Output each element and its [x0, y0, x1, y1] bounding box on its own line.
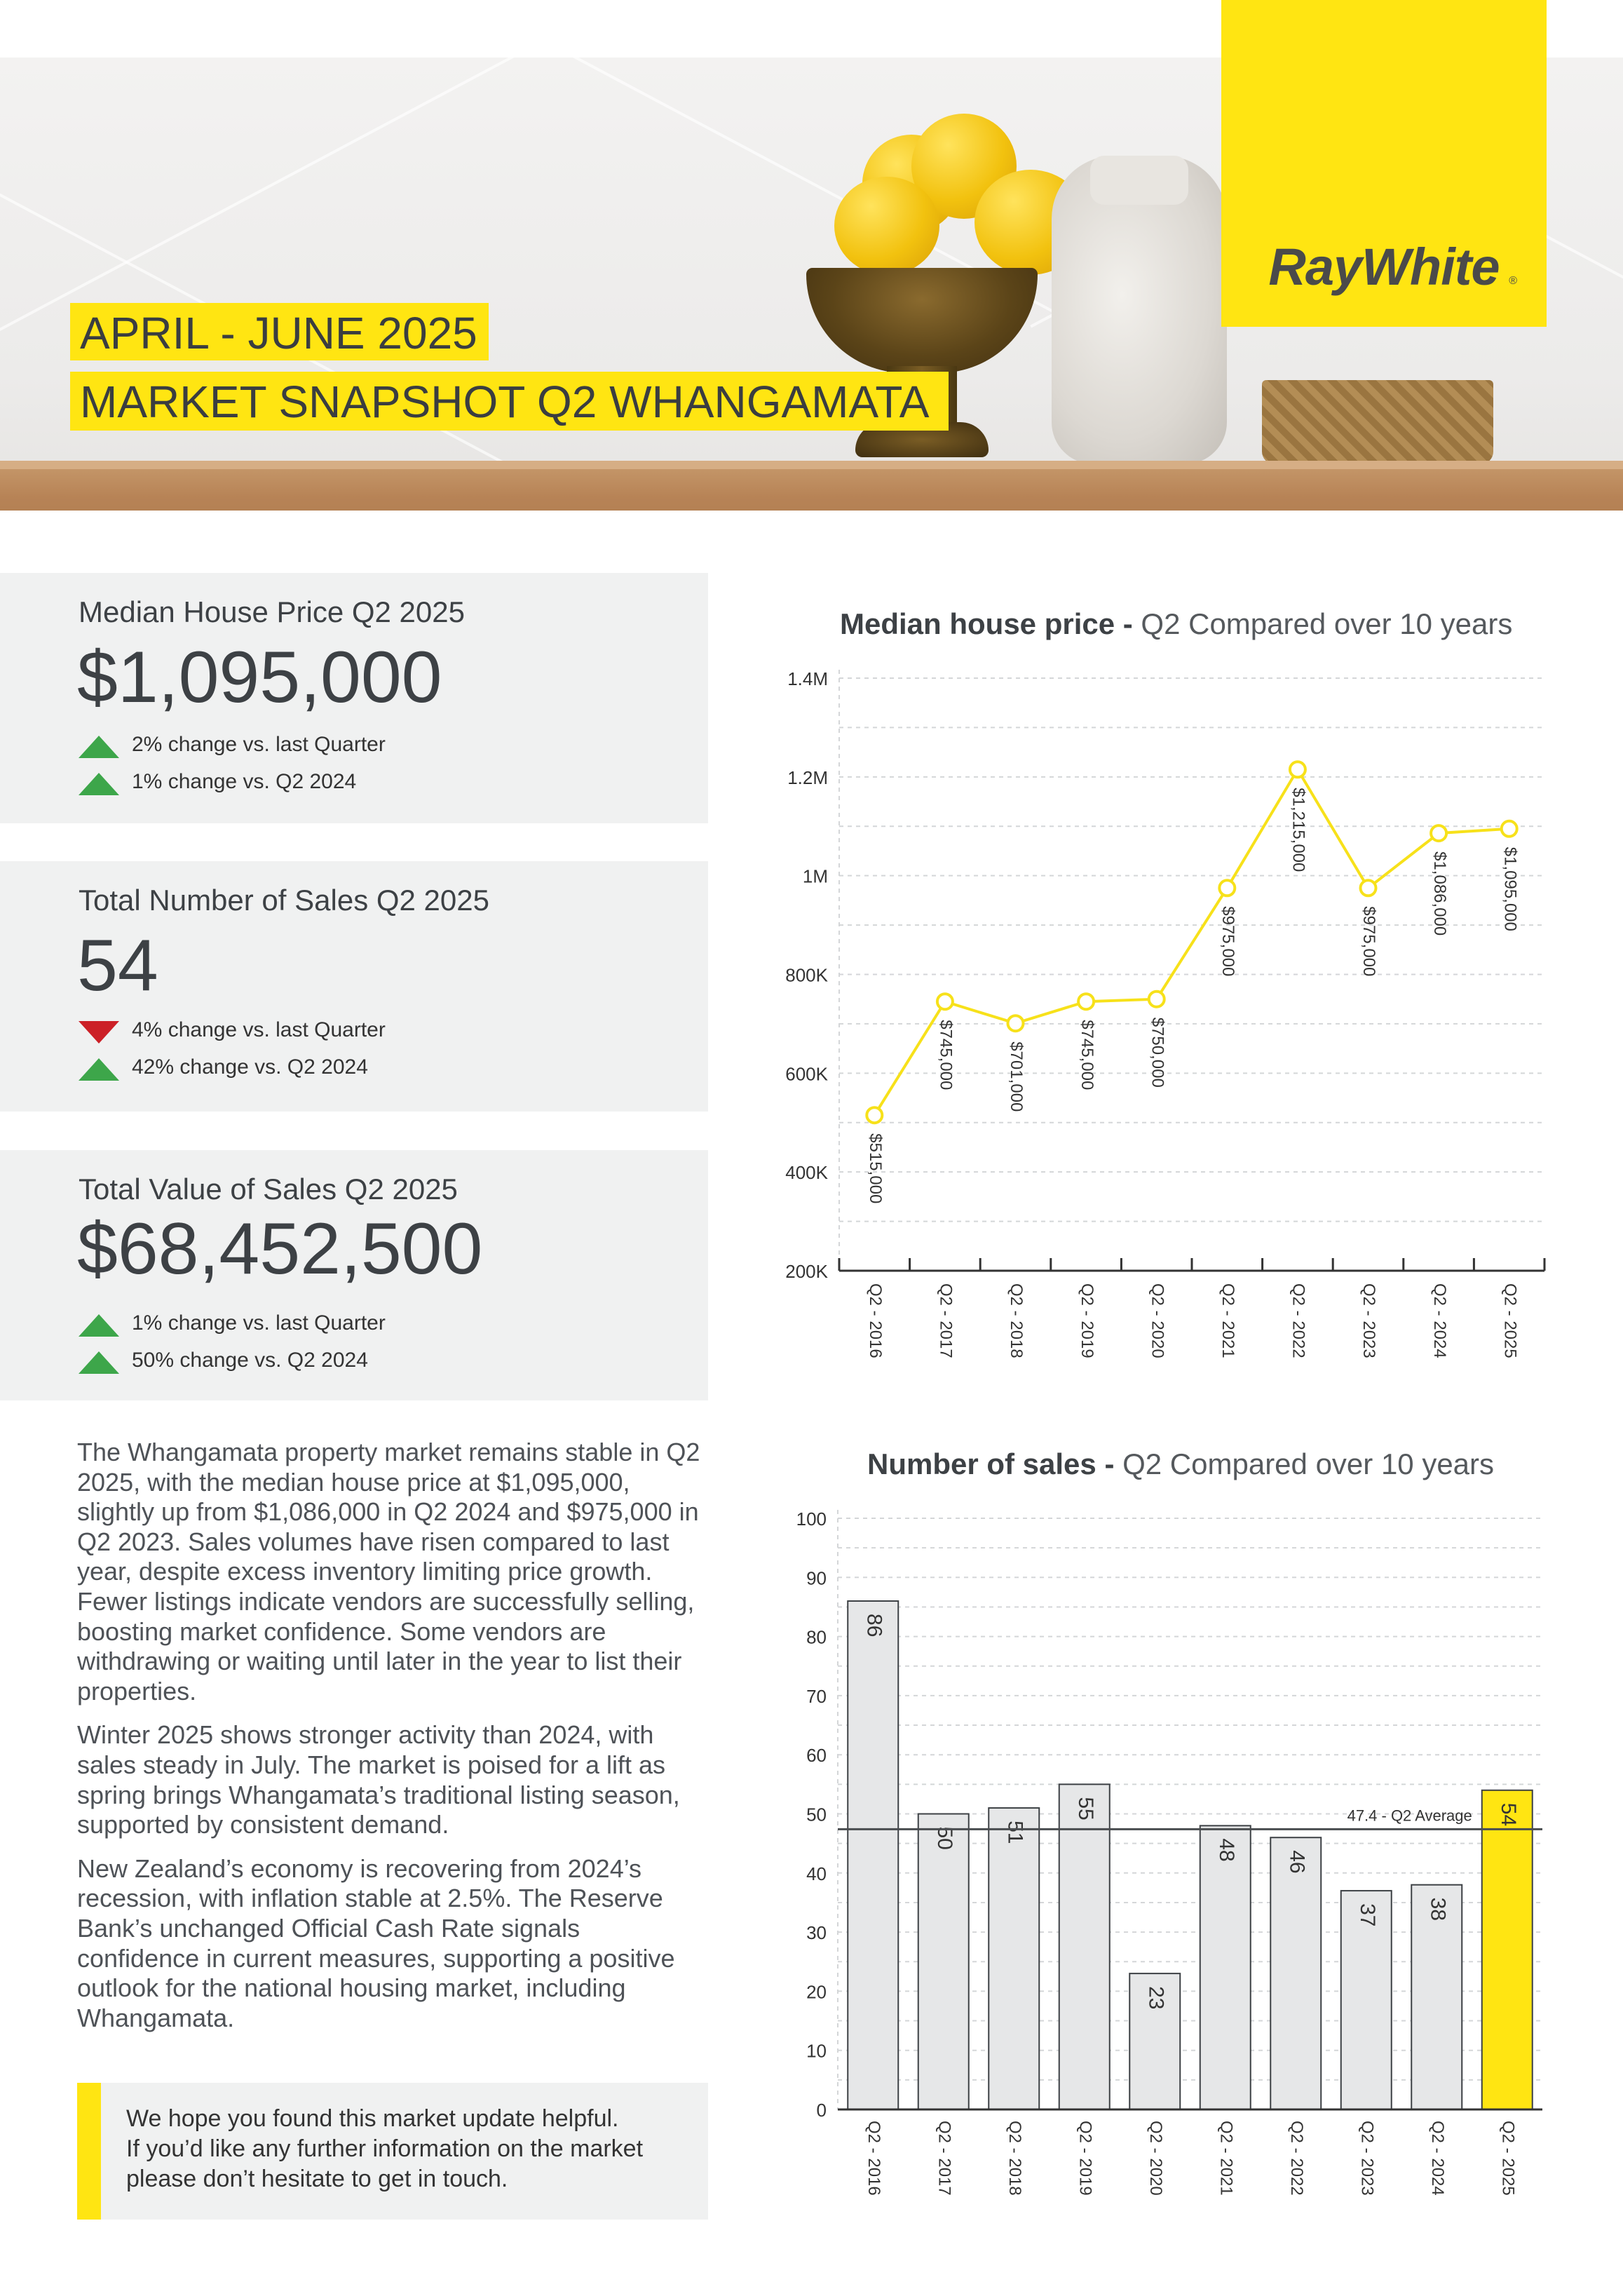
chart-title-bold: Number of sales - — [867, 1447, 1123, 1480]
x-tick-label: Q2 - 2016 — [864, 2121, 883, 2196]
y-tick-label: 1.4M — [787, 668, 828, 689]
x-tick-label: Q2 - 2017 — [935, 2121, 954, 2196]
x-tick-label: Q2 - 2022 — [1289, 1283, 1308, 1358]
price-data-label: $750,000 — [1148, 1017, 1167, 1088]
sales-data-label: 46 — [1285, 1850, 1309, 1874]
price-data-label: $745,000 — [1077, 1020, 1096, 1090]
y-tick-label: 1.2M — [787, 767, 828, 788]
y-tick-label: 80 — [806, 1626, 827, 1648]
x-tick-label: Q2 - 2018 — [1007, 1283, 1026, 1358]
period-title: APRIL - JUNE 2025 — [70, 303, 489, 360]
sales-data-label: 50 — [932, 1826, 956, 1850]
y-tick-label: 800K — [785, 964, 828, 986]
change-text: 50% change vs. Q2 2024 — [132, 1349, 368, 1372]
stat-value: 54 — [77, 925, 158, 1006]
sales-data-label: 51 — [1003, 1821, 1027, 1844]
stat-value: $1,095,000 — [77, 637, 442, 718]
sales-data-label: 48 — [1214, 1838, 1238, 1862]
price-data-label: $701,000 — [1007, 1041, 1026, 1112]
sales-bar — [1270, 1837, 1321, 2109]
y-tick-label: 50 — [806, 1804, 827, 1825]
x-tick-label: Q2 - 2020 — [1148, 1283, 1167, 1358]
x-tick-label: Q2 - 2023 — [1357, 2121, 1377, 2196]
callout-line: please don’t hesitate to get in touch. — [126, 2166, 508, 2192]
sales-bar — [1482, 1790, 1533, 2109]
x-tick-label: Q2 - 2021 — [1218, 1283, 1237, 1358]
x-tick-label: Q2 - 2025 — [1500, 1283, 1520, 1358]
stat-title: Median House Price Q2 2025 — [79, 595, 465, 628]
sales-data-label: 37 — [1355, 1903, 1379, 1927]
change-text: 1% change vs. Q2 2024 — [132, 770, 357, 793]
x-tick-label: Q2 - 2018 — [1005, 2121, 1024, 2196]
sales-bar — [918, 1814, 969, 2110]
sales-bar — [1059, 1784, 1110, 2109]
price-data-label: $745,000 — [936, 1020, 956, 1090]
change-text: 1% change vs. last Quarter — [132, 1311, 386, 1335]
y-tick-label: 30 — [806, 1922, 827, 1944]
x-tick-label: Q2 - 2025 — [1498, 2121, 1518, 2196]
sales-data-label: 86 — [862, 1614, 886, 1637]
y-tick-label: 40 — [806, 1863, 827, 1884]
change-text: 2% change vs. last Quarter — [132, 733, 386, 756]
stat-title: Total Value of Sales Q2 2025 — [79, 1173, 458, 1206]
logo-text: RayWhite — [1268, 238, 1500, 296]
commentary-paragraph: New Zealand’s economy is recovering from 2024’s recession, with inflation stable at 2.5%. The Reserve Bank’s unchanged Official Cash Rate signals confidence in current measures, supporting a positive outlook for the national housing market, including Whangamata. — [77, 1853, 675, 2032]
y-tick-label: 90 — [806, 1567, 827, 1589]
callout-line: We hope you found this market update helpful. — [126, 2105, 619, 2132]
y-tick-label: 400K — [785, 1162, 828, 1184]
x-tick-label: Q2 - 2024 — [1430, 1283, 1449, 1358]
x-tick-label: Q2 - 2023 — [1359, 1283, 1379, 1358]
x-tick-label: Q2 - 2019 — [1077, 1283, 1096, 1358]
logo-registered-mark: ® — [1509, 275, 1517, 287]
y-tick-label: 200K — [785, 1261, 828, 1282]
y-tick-label: 1M — [802, 865, 828, 887]
y-tick-label: 600K — [785, 1063, 828, 1085]
chart-title-sub: Q2 Compared over 10 years — [1122, 1447, 1495, 1480]
x-tick-label: Q2 - 2020 — [1146, 2121, 1165, 2196]
sales-bar — [848, 1601, 898, 2109]
price-data-label: $1,215,000 — [1289, 788, 1308, 872]
sales-data-label: 23 — [1144, 1986, 1168, 2010]
chart-title-bold: Median house price - — [840, 607, 1141, 640]
callout-line: If you’d like any further information on the market — [126, 2135, 644, 2162]
sales-bar — [989, 1808, 1039, 2109]
stat-value: $68,452,500 — [77, 1208, 483, 1290]
change-text: 4% change vs. last Quarter — [132, 1018, 386, 1041]
stat-title: Total Number of Sales Q2 2025 — [79, 884, 489, 917]
y-tick-label: 10 — [806, 2040, 827, 2062]
commentary-paragraph: Winter 2025 shows stronger activity than 2024, with sales steady in July. The market is poised for a lift as spring brings Whangamata’s traditional listing season, supported by consistent demand. — [77, 1720, 680, 1839]
y-tick-label: 60 — [806, 1745, 827, 1767]
report-title: MARKET SNAPSHOT Q2 WHANGAMATA — [70, 372, 949, 431]
chart-title-sub: Q2 Compared over 10 years — [1141, 607, 1513, 640]
price-data-label: $975,000 — [1218, 906, 1237, 977]
price-data-label: $1,086,000 — [1430, 851, 1449, 936]
y-tick-label: 20 — [806, 1981, 827, 2003]
change-text: 42% change vs. Q2 2024 — [132, 1055, 368, 1079]
sales-data-label: 38 — [1426, 1897, 1450, 1922]
y-tick-label: 0 — [816, 2100, 827, 2121]
commentary-paragraph: The Whangamata property market remains stable in Q2 2025, with the median house price at $1,095,000, slightly up from $1,086,000 in Q2 2024 and $975,000 in Q2 2023. Sales volumes have risen compared to last year, despite excess inventory limiting price growth. Fewer listings indicate vendors are successfully selling, boosting market confidence. Some vendors are withdrawing or waiting until later in the year to list their properties. — [77, 1438, 700, 1706]
x-tick-label: Q2 - 2022 — [1286, 2121, 1306, 2196]
y-tick-label: 70 — [806, 1685, 827, 1707]
x-tick-label: Q2 - 2024 — [1427, 2121, 1447, 2196]
average-label: 47.4 - Q2 Average — [1347, 1807, 1472, 1825]
y-tick-label: 100 — [796, 1508, 827, 1529]
price-data-label: $975,000 — [1359, 906, 1379, 977]
sales-data-label: 55 — [1073, 1797, 1097, 1821]
price-data-label: $515,000 — [865, 1133, 885, 1204]
sales-bar — [1200, 1825, 1251, 2109]
x-tick-label: Q2 - 2017 — [936, 1283, 956, 1358]
x-tick-label: Q2 - 2019 — [1075, 2121, 1095, 2196]
price-data-label: $1,095,000 — [1500, 846, 1520, 931]
x-tick-label: Q2 - 2016 — [865, 1283, 885, 1358]
sales-data-label: 54 — [1496, 1802, 1520, 1827]
x-tick-label: Q2 - 2021 — [1216, 2121, 1236, 2196]
